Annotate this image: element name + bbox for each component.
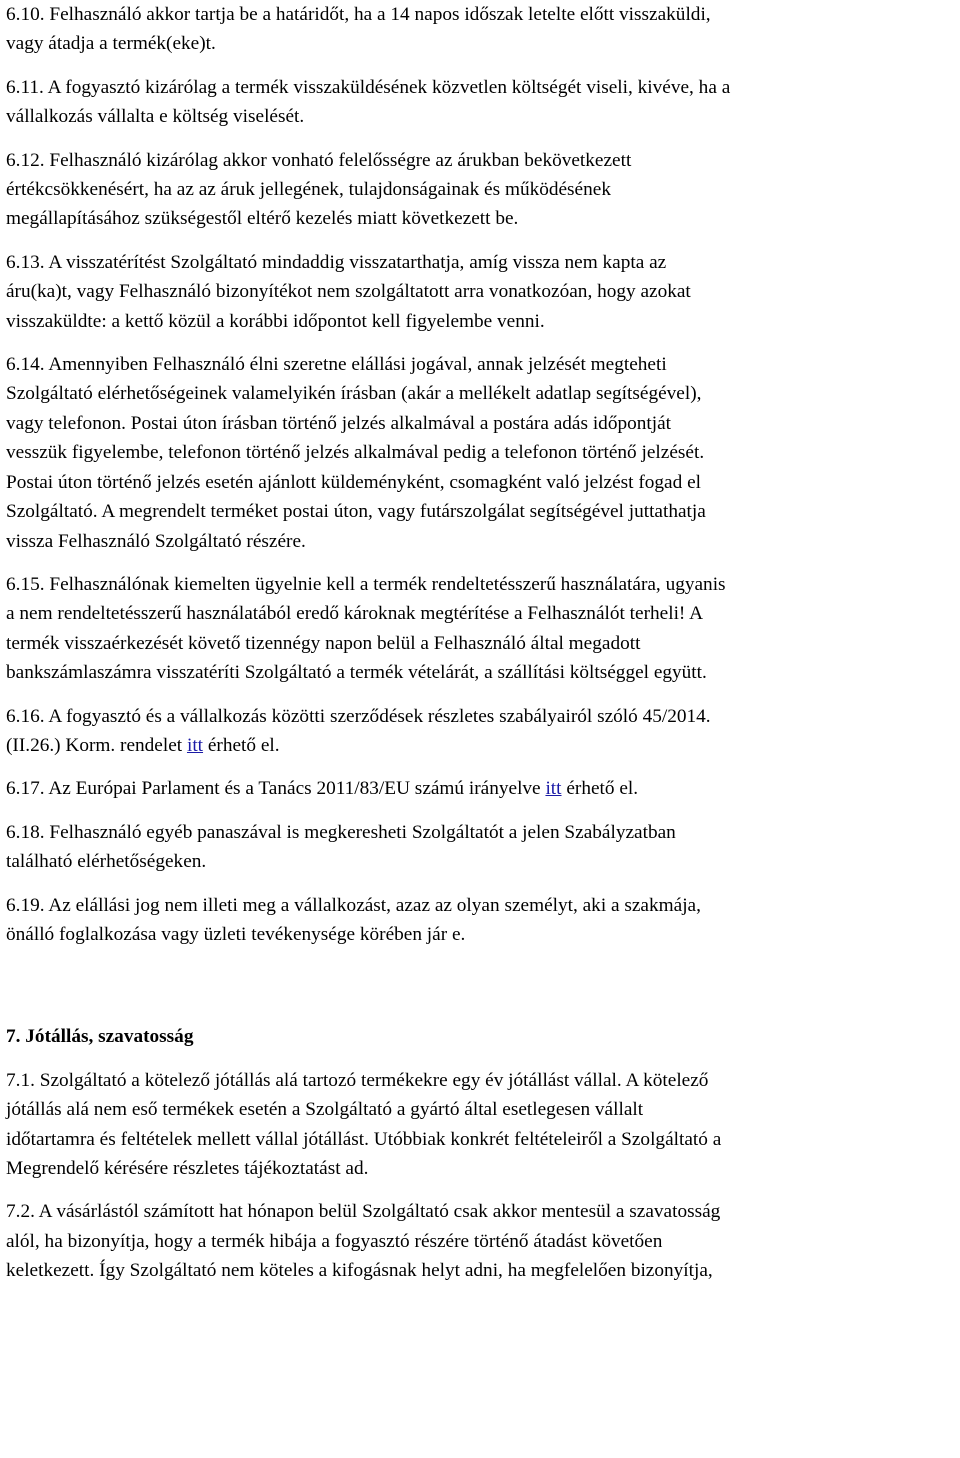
text-line: 6.15. Felhasználónak kiemelten ügyelnie kell a termék rendeltetésszerű használatára, ugyanis <box>6 573 726 595</box>
text-line: alól, ha bizonyítja, hogy a termék hibája a fogyasztó részére történő átadást követően <box>6 1230 663 1252</box>
text-line: 6.14. Amennyiben Felhasználó élni szeretne elállási jogával, annak jelzését megteheti <box>6 354 667 376</box>
paragraph-6-19 <box>6 891 956 950</box>
text-line <box>6 774 956 803</box>
text-line: a nem rendeltetésszerű használatából eredő károknak megtérítése a Felhasználót terheli! A <box>6 603 704 625</box>
text-line: jótállás alá nem eső termékek esetén a Szolgáltató a gyártó által esetlegesen vállalt <box>6 1099 644 1121</box>
text-line: vállalkozás vállalta e költség viselését. <box>6 106 305 128</box>
text-line: 6.12. Felhasználó kizárólag akkor vonható felelősségre az árukban bekövetkezett <box>6 149 632 171</box>
text-line: vissza Felhasználó Szolgáltató részére. <box>6 530 306 552</box>
text-line: 6.10. Felhasználó akkor tartja be a határidőt, ha a 14 napos időszak letelte előtt visszaküldi, <box>6 4 711 25</box>
text-line: Szolgáltató elérhetőségeinek valamelyikén írásban (akár a mellékelt adatlap segítségével), <box>6 383 702 405</box>
text-segment: 6.17. Az Európai Parlament és a Tanács 2011/83/EU számú irányelve <box>6 778 546 800</box>
text-line: áru(ka)t, vagy Felhasználó bizonyítékot nem szolgáltatott arra vonatkozóan, hogy azokat <box>6 281 691 303</box>
text-line: értékcsökkenésért, ha az az áruk jellegének, tulajdonságainak és működésének <box>6 179 611 201</box>
directive-link[interactable]: itt <box>545 778 562 800</box>
paragraph-6-17 <box>6 774 956 803</box>
text-line: keletkezett. Így Szolgáltató nem köteles a kifogásnak helyt adni, ha megfelelően bizonyítja, <box>6 1260 713 1282</box>
section-heading-7: 7. Jótállás, szavatosság <box>6 1026 194 1048</box>
paragraph-6-11 <box>6 73 956 132</box>
text-line: 6.16. A fogyasztó és a vállalkozás közötti szerződések részletes szabályairól szóló 45/2014. <box>6 705 711 727</box>
text-line: időtartamra és feltételek mellett vállal jótállást. Utóbbiak konkrét feltételeiről a Szolgáltató a <box>6 1128 722 1150</box>
paragraph-7-1 <box>6 1066 956 1184</box>
text-line: Postai úton történő jelzés esetén ajánlott küldeményként, csomagként való jelzést fogad el <box>6 471 701 493</box>
paragraph-6-16 <box>6 702 956 761</box>
paragraph-6-18 <box>6 818 956 877</box>
text-line: bankszámlaszámra visszatéríti Szolgáltató a termék vételárát, a szállítási költséggel együtt. <box>6 662 707 684</box>
paragraph-6-13 <box>6 248 956 336</box>
text-line: 7.2. A vásárlástól számított hat hónapon belül Szolgáltató csak akkor mentesül a szavatosság <box>6 1201 721 1223</box>
paragraph-6-10 <box>6 0 956 59</box>
text-line: Szolgáltató. A megrendelt terméket postai úton, vagy futárszolgálat segítségével juttathatja <box>6 501 706 523</box>
text-segment: (II.26.) Korm. rendelet <box>6 734 187 756</box>
section-spacer <box>6 963 956 1022</box>
text-line: megállapításához szükségestől eltérő kezelés miatt következett be. <box>6 208 519 230</box>
text-line <box>6 731 956 760</box>
paragraph-6-14 <box>6 350 956 556</box>
text-line: termék visszaérkezését követő tizennégy napon belül a Felhasználó által megadott <box>6 632 641 654</box>
paragraph-7-2 <box>6 1197 956 1285</box>
text-line: vagy átadja a termék(eke)t. <box>6 33 216 55</box>
text-line: 7.1. Szolgáltató a kötelező jótállás alá tartozó termékekre egy év jótállást vállal. A kötelező <box>6 1069 709 1091</box>
paragraph-6-12 <box>6 146 956 234</box>
text-line: vagy telefonon. Postai úton írásban történő jelzés alkalmával a postára adás időpontját <box>6 412 672 434</box>
paragraph-6-15 <box>6 570 956 688</box>
text-line: 6.18. Felhasználó egyéb panaszával is megkeresheti Szolgáltatót a jelen Szabályzatban <box>6 821 676 843</box>
text-line: vesszük figyelembe, telefonon történő jelzés alkalmával pedig a telefonon történő jelzését. <box>6 442 705 464</box>
text-line: 6.13. A visszatérítést Szolgáltató mindaddig visszatarthatja, amíg vissza nem kapta az <box>6 251 667 273</box>
text-line: önálló foglalkozása vagy üzleti tevékenysége körében jár e. <box>6 923 466 945</box>
regulation-link[interactable]: itt <box>186 734 204 756</box>
text-segment: érhető el. <box>203 734 280 756</box>
text-line: visszaküldte: a kettő közül a korábbi időpontot kell figyelembe venni. <box>6 310 545 332</box>
text-segment: érhető el. <box>561 778 639 800</box>
text-line: Megrendelő kérésére részletes tájékoztatást ad. <box>6 1158 369 1179</box>
text-line: 6.11. A fogyasztó kizárólag a termék visszaküldésének közvetlen költségét viseli, kivéve, ha a <box>6 76 731 98</box>
text-line: 6.19. Az elállási jog nem illeti meg a vállalkozást, azaz az olyan személyt, aki a szakmája, <box>6 894 701 916</box>
document-page <box>6 0 956 1300</box>
text-line: található elérhetőségeken. <box>6 851 207 873</box>
